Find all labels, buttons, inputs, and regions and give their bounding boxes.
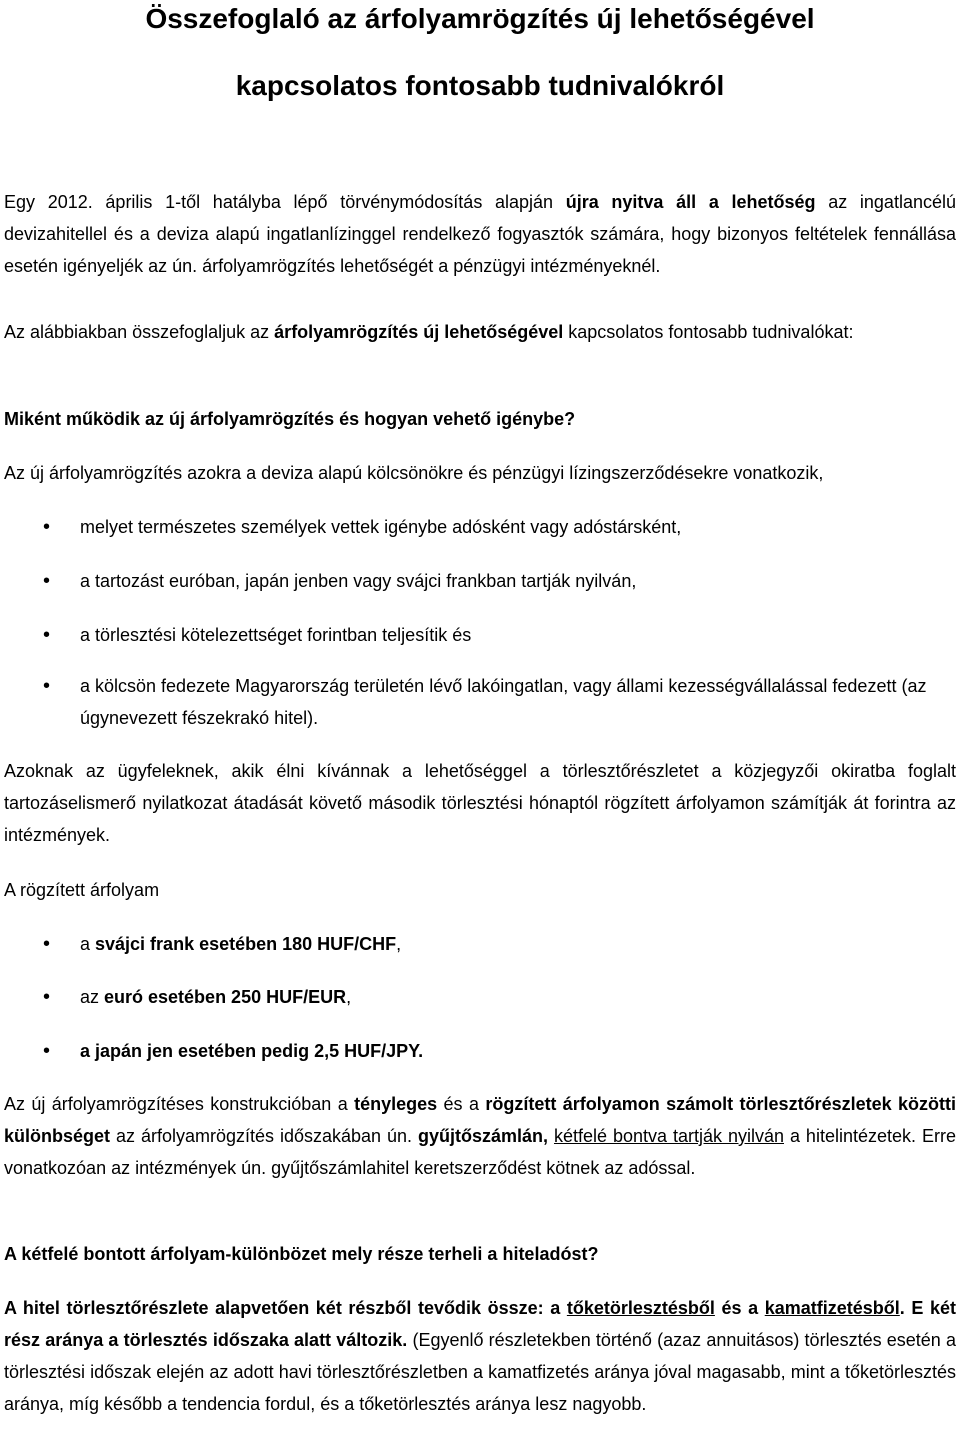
list-item: • a kölcsön fedezete Magyarország területén lévő lakóingatlan, vagy állami kezességvállalással fedezett (az úgynevezett fészekrakó hitel). [80, 670, 956, 734]
list-item: • melyet természetes személyek vettek igénybe adósként vagy adóstársként, [80, 511, 956, 543]
page-title-line-2: kapcsolatos fontosabb tudnivalókról [235, 70, 725, 101]
intro-paragraph-1: Egy 2012. április 1-től hatályba lépő törvénymódosítás alapján újra nyitva áll a lehetőség az ingatlancélú devizahitellel és a deviza alapú ingatlanlízinggel rendelkező fogyasztók számára, hogy bizonyos feltételek fennállása esetén igényeljék az ún. árfolyamrögzítés lehetőségét a pénzügyi intézményeknél. [4, 192, 956, 276]
rate-item-chf: • a svájci frank esetében 180 HUF/CHF, [80, 928, 956, 960]
intro-bold-new-option: árfolyamrögzítés új lehetőségével [274, 322, 564, 342]
section1-lead: Az új árfolyamrögzítés azokra a deviza alapú kölcsönökre és pénzügyi lízingszerződésekre vonatkozik, [4, 463, 824, 483]
list-item: • a törlesztési kötelezettséget forintban teljesítik és [80, 619, 956, 651]
section1-paragraph-after-list: Azoknak az ügyfeleknek, akik élni kívánnak a lehetőséggel a törlesztőrészletet a közjegyzői okiratba foglalt tartozáselismerő nyilatkozat átadását követő második törlesztési hónaptól rögzített árfolyamon számítják át forintra az intézmények. [4, 761, 956, 845]
rate-item-eur: • az euró esetében 250 HUF/EUR, [80, 981, 956, 1013]
installment-paragraph: A hitel törlesztőrészlete alapvetően két részből tevődik össze: a tőketörlesztésből és a kamatfizetésből. E két rész aránya a törlesztés időszaka alatt változik. (Egyenlő részletekben történő (azaz annuitásos) törlesztés esetén a törlesztési időszak elején az adott havi törlesztőrészletben a kamatfizetés aránya jóval magasabb, mint a tőketörlesztés aránya, míg később a tendencia fordul, és a tőketörlesztés aránya lesz nagyobb. [4, 1298, 956, 1414]
intro-bold-reopened: újra nyitva áll a lehetőség [565, 192, 816, 212]
collection-account-paragraph: Az új árfolyamrögzítéses konstrukcióban a tényleges és a rögzített árfolyamon számolt törlesztőrészletek közötti különbséget az árfolyamrögzítés időszakában ún. gyűjtőszámlán, kétfelé bontva tartják nyilván a hitelintézetek. Erre vonatkozóan az intézmények ún. gyűjtőszámlahitel keretszerződést kötnek az adóssal. [4, 1094, 956, 1178]
list-item: • a tartozást euróban, japán jenben vagy svájci frankban tartják nyilván, [80, 565, 956, 597]
underlined-split-phrase: kétfelé bontva tartják nyilván [553, 1126, 784, 1146]
rate-item-jpy: • a japán jen esetében pedig 2,5 HUF/JPY. [80, 1035, 956, 1067]
underlined-interest: kamatfizetésből [764, 1298, 900, 1318]
rates-lead: A rögzített árfolyam [4, 880, 160, 900]
underlined-capital: tőketörlesztésből [566, 1298, 715, 1318]
page-title-line-1: Összefoglaló az árfolyamrögzítés új lehetőségével [145, 3, 815, 34]
section-heading-who-bears: A kétfelé bontott árfolyam-különbözet mely része terheli a hiteladóst? [4, 1244, 599, 1264]
section-heading-how-it-works: Miként működik az új árfolyamrögzítés és hogyan vehető igénybe? [4, 409, 576, 429]
intro-paragraph-2: Az alábbiakban összefoglaljuk az árfolyamrögzítés új lehetőségével kapcsolatos fontosabb tudnivalókat: [4, 322, 854, 342]
